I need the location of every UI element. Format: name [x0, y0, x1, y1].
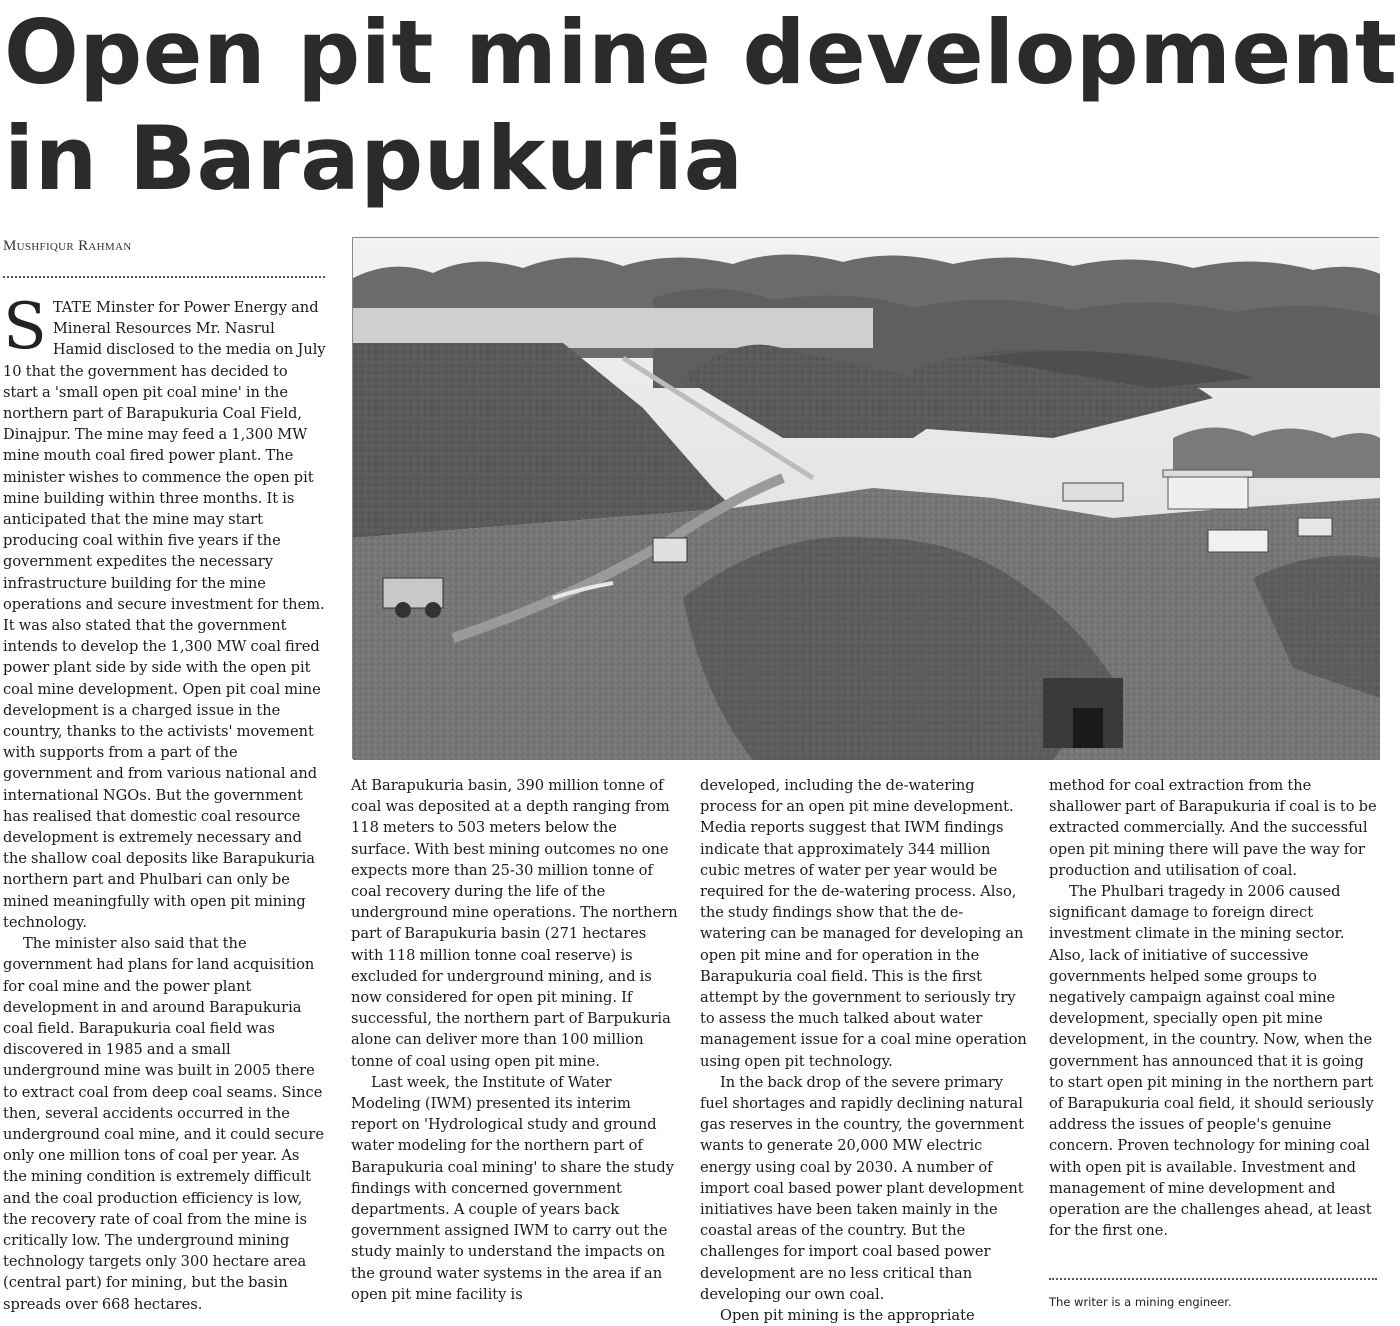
- article-column-3: [700, 775, 1028, 1325]
- article-paragraph: The Phulbari tragedy in 2006 caused significant damage to foreign direct investment climate in the mining sector. Also, lack of initiative of successive governments helped some groups to negatively campaign against coal mine development, specially open pit mine development, in the country. Now, when the government has announced that it is going to start open pit mining in the northern part of Barapukuria coal field, it should seriously address the issues of people's genuine concern. Proven technology for mining coal with open pit is available. Investment and management of mine development and operation are the challenges ahead, at least for the first one.: [1049, 883, 1374, 1240]
- headline-line-2: in Barapukuria: [4, 107, 744, 210]
- article-paragraph: Open pit mining is the appropriate: [720, 1307, 975, 1325]
- article-paragraph: At Barapukuria basin, 390 million tonne of coal was deposited at a depth ranging from 118 meters to 503 meters below the surface. With best mining outcomes no one expects more than 25-30 million tonne of coal recovery during the life of the underground mine operations. The northern part of Barapukuria basin (271 hectares with 118 million tonne coal reserve) is excluded for underground mining, and is now considered for open pit mining. If successful, the northern part of Barpukuria alone can deliver more than 100 million tonne of coal using open pit mine.: [351, 777, 678, 1070]
- article-paragraph: [3, 290, 326, 933]
- byline: Mushfiqur Rahman: [3, 238, 132, 254]
- headline: [4, 0, 1398, 212]
- drop-cap: S: [3, 290, 47, 364]
- article-column-1: [3, 290, 326, 1315]
- article-paragraph: In the back drop of the severe primary fuel shortages and rapidly declining natural gas reserves in the country, the government wants to generate 20,000 MW electric energy using coal by 2030. A number of import coal based power plant development initiatives have been taken mainly in the coastal areas of the country. But the challenges for import coal based power development are no less critical than developing our own coal.: [700, 1073, 1024, 1303]
- article-paragraph: The minister also said that the government had plans for land acquisition for coal mine and the power plant development in and around Barapukuria coal field. Barapukuria coal field was discovered in 1985 and a small underground mine was built in 2005 there to extract coal from deep coal seams. Since then, several accidents occurred in the underground coal mine, and it could secure only one million tons of coal per year. As the mining condition is extremely difficult and the coal production efficiency is low, the recovery rate of coal from the mine is critically low. The underground mining technology targets only 300 hectare area (central part) for mining, but the basin spreads over 668 hectares.: [3, 935, 324, 1313]
- paragraph-text: TATE Minster for Power Energy and Mineral Resources Mr. Nasrul Hamid disclosed to the media on July 10 that the government has decided to start a 'small open pit coal mine' in the northern part of Barapukuria Coal Field, Dinajpur. The mine may feed a 1,300 MW mine mouth coal fired power plant. The minister wishes to commence the open pit mine building within three months. It is anticipated that the mine may start producing coal within five years if the government expedites the necessary infrastructure building for the mine operations and secure investment for them. It was also stated that the government intends to develop the 1,300 MW coal fired power plant side by side with the open pit coal mine development. Open pit coal mine development is a charged issue in the country, thanks to the activists' movement with supports from a part of the government and from various national and international NGOs. But the government has realised that domestic coal resource development is extremely necessary and the shallow coal deposits like Barapukuria northern part and Phulbari can only be mined meaningfully with open pit mining technology.: [3, 299, 326, 931]
- article-paragraph: Last week, the Institute of Water Modeling (IWM) presented its interim report on 'Hydrological study and ground water modeling for the northern part of Barapukuria coal mining' to share the study findings with concerned government departments. A couple of years back government assigned IWM to carry out the study mainly to understand the impacts on the ground water systems in the area if an open pit mine facility is: [351, 1073, 675, 1303]
- footer-divider: [1049, 1278, 1377, 1280]
- mine-photo: [352, 237, 1379, 759]
- article-column-4: [1049, 775, 1379, 1265]
- headline-line-1: Open pit mine development: [4, 1, 1398, 104]
- author-note: The writer is a mining engineer.: [1049, 1295, 1232, 1309]
- article-paragraph: developed, including the de-watering process for an open pit mine development. Media reports suggest that IWM findings indicate that approximately 344 million cubic metres of water per year would be required for the de-watering process. Also, the study findings show that the de-watering can be managed for developing an open pit mine and for operation in the Barapukuria coal field. This is the first attempt by the government to seriously try to assess the much talked about water management issue for a coal mine operation using open pit technology.: [700, 777, 1027, 1070]
- article-paragraph: method for coal extraction from the shallower part of Barapukuria if coal is to be extracted commercially. And the successful open pit mining there will pave the way for production and utilisation of coal.: [1049, 777, 1377, 879]
- open-pit-mine-photo-icon: [353, 238, 1380, 760]
- byline-divider: [3, 276, 325, 278]
- article-column-2: [351, 775, 678, 1315]
